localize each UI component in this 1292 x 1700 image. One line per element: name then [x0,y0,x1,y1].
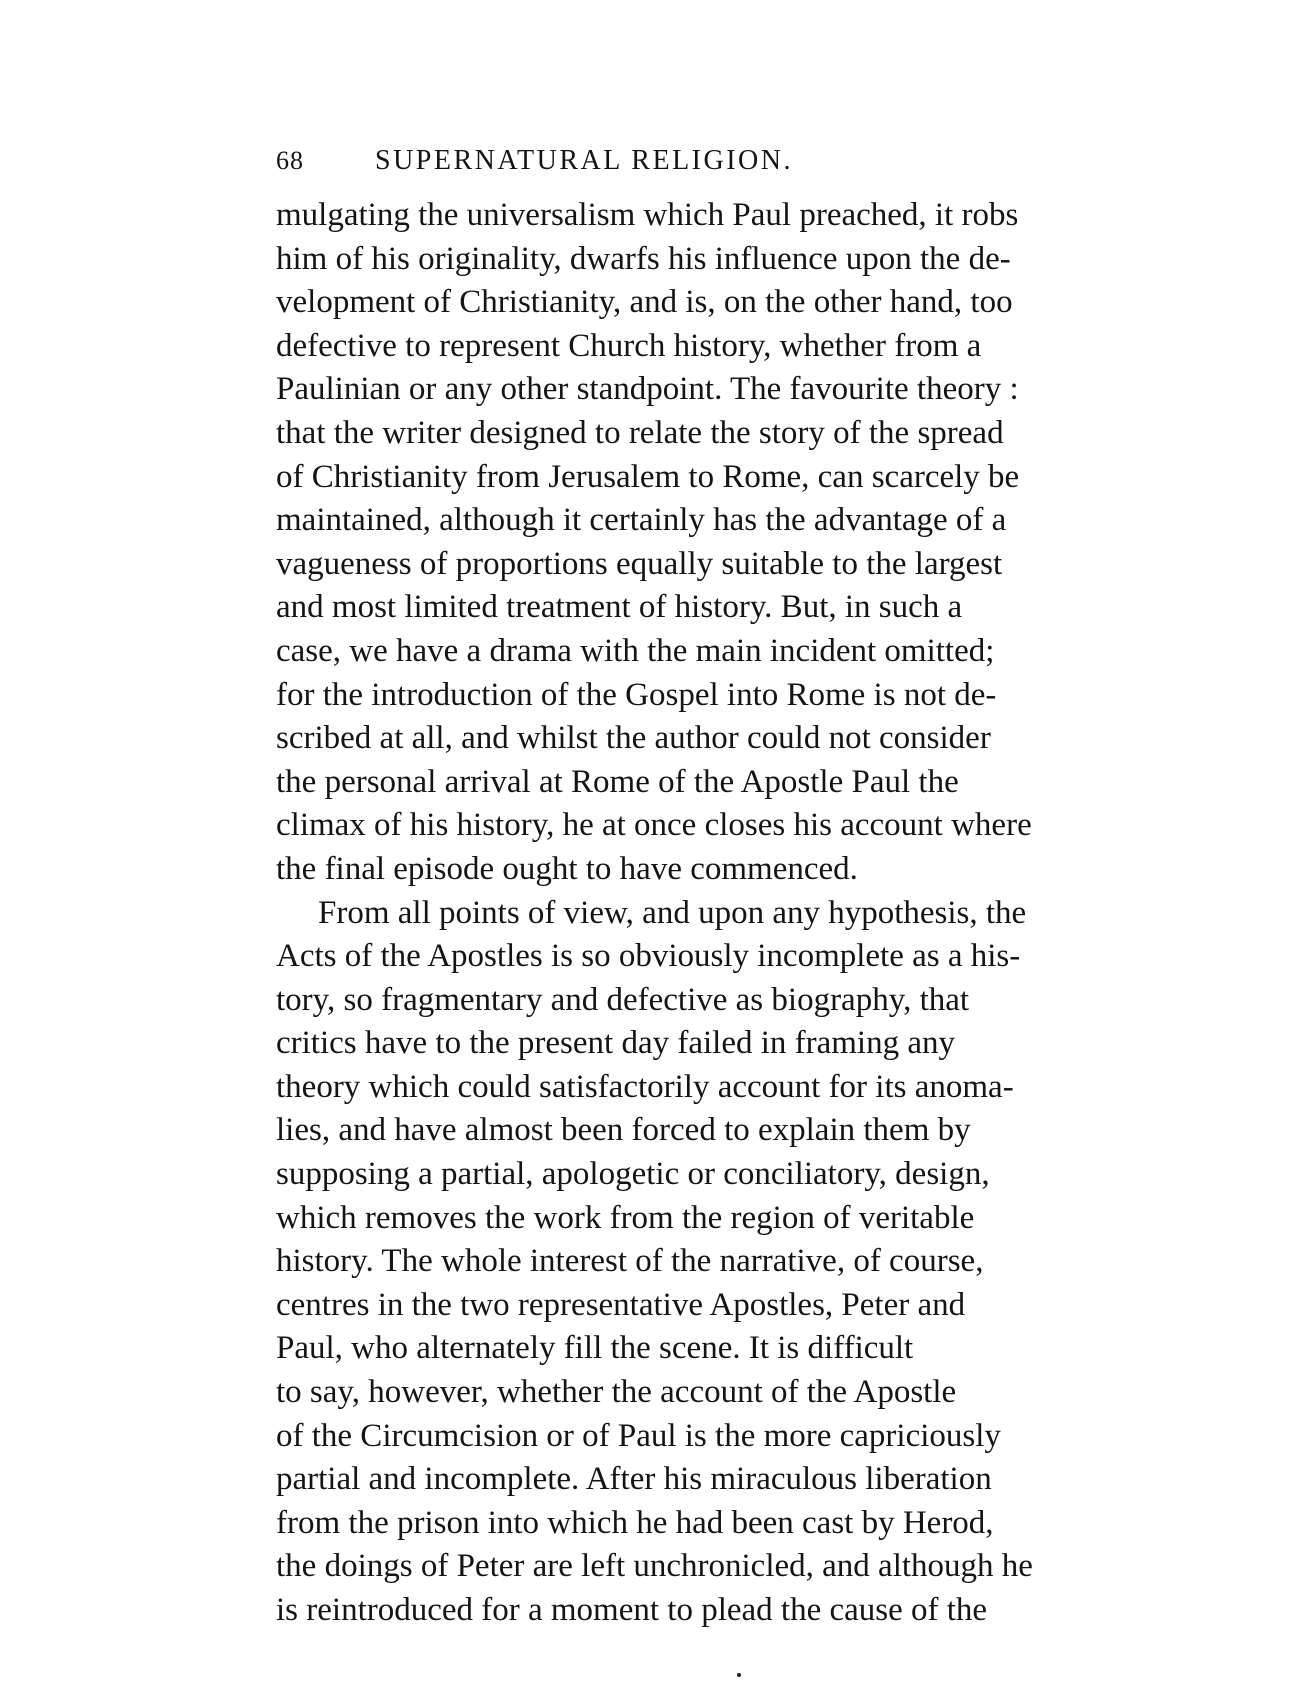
text-line: of the Circumcision or of Paul is the more capriciously [276,1417,1001,1454]
text-line: him of his originality, dwarfs his influence upon the de- [276,240,1011,277]
text-line: From all points of view, and upon any hypothesis, the [318,894,1027,931]
paragraph [276,892,1033,1633]
text-line: which removes the work from the region of veritable [276,1199,975,1236]
text-line: climax of his history, he at once closes his account where [276,807,1032,844]
text-line: the doings of Peter are left unchronicled, and although he [276,1548,1033,1585]
page-header [276,141,892,181]
body-text [276,194,1033,1633]
text-line: vagueness of proportions equally suitable to the largest [276,545,1003,582]
text-line: theory which could satisfactorily account for its anoma- [276,1068,1014,1105]
text-line: of Christianity from Jerusalem to Rome, can scarcely be [276,458,1020,495]
text-line: history. The whole interest of the narrative, of course, [276,1243,984,1280]
text-line: to say, however, whether the account of the Apostle [276,1374,957,1411]
text-line: the personal arrival at Rome of the Apostle Paul the [276,763,959,800]
print-speck [737,1673,741,1677]
page-number: 68 [276,146,304,175]
text-line: for the introduction of the Gospel into Rome is not de- [276,676,997,713]
running-title: SUPERNATURAL RELIGION. [375,145,793,176]
text-line: Paul, who alternately fill the scene. It is difficult [276,1330,914,1367]
text-line: the final episode ought to have commenced. [276,850,858,887]
text-line: that the writer designed to relate the story of the spread [276,414,1004,451]
text-line: tory, so fragmentary and defective as biography, that [276,981,970,1018]
text-line: velopment of Christianity, and is, on the other hand, too [276,284,1013,321]
text-line: from the prison into which he had been cast by Herod, [276,1504,994,1541]
text-line: maintained, although it certainly has the advantage of a [276,502,1007,539]
text-line: Paulinian or any other standpoint. The favourite theory : [276,371,1019,408]
text-line: is reintroduced for a moment to plead the cause of the [276,1592,988,1628]
text-line: mulgating the universalism which Paul preached, it robs [276,197,1019,233]
paragraph [276,194,1032,892]
text-line: critics have to the present day failed in framing any [276,1025,955,1062]
text-line: and most limited treatment of history. But, in such a [276,589,963,626]
text-line: centres in the two representative Apostles, Peter and [276,1286,966,1323]
text-line: supposing a partial, apologetic or conciliatory, design, [276,1156,990,1193]
text-line: partial and incomplete. After his miraculous liberation [276,1461,992,1498]
text-line: case, we have a drama with the main incident omitted; [276,632,995,669]
text-line: scribed at all, and whilst the author could not consider [276,720,991,757]
text-line: defective to represent Church history, whether from a [276,327,982,364]
text-line: lies, and have almost been forced to explain them by [276,1112,971,1149]
text-line: Acts of the Apostles is so obviously incomplete as a his- [276,938,1021,975]
